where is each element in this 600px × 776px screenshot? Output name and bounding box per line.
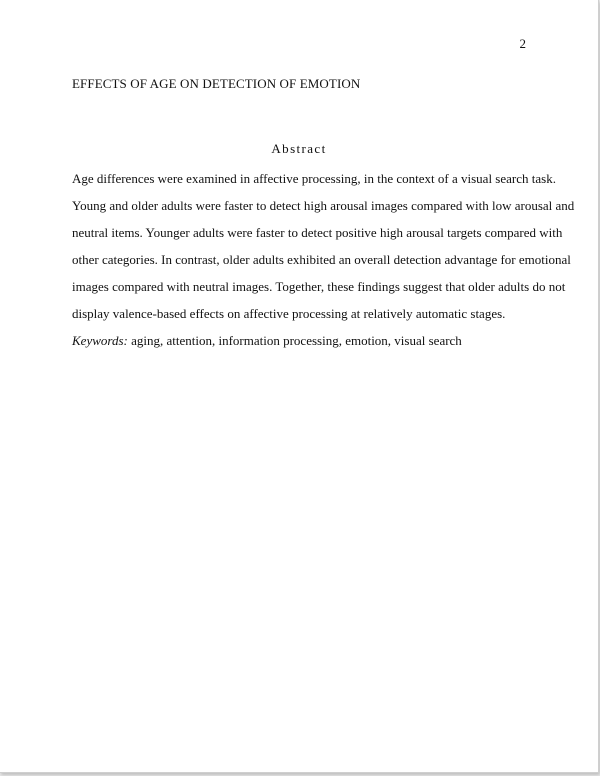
abstract-line: display valence-based effects on affective processing at relatively automatic stages. bbox=[72, 306, 506, 321]
abstract-body bbox=[72, 165, 575, 354]
keywords-label: Keywords: bbox=[72, 333, 128, 348]
running-head: EFFECTS OF AGE ON DETECTION OF EMOTION bbox=[72, 76, 361, 91]
abstract-line: neutral items. Younger adults were faster to detect positive high arousal targets compared with bbox=[72, 225, 563, 240]
abstract-line: Young and older adults were faster to detect high arousal images compared with low arousal and bbox=[72, 198, 575, 213]
abstract-heading: Abstract bbox=[271, 141, 327, 156]
keywords-line bbox=[72, 327, 532, 354]
page-number: 2 bbox=[519, 36, 526, 51]
abstract-line: other categories. In contrast, older adults exhibited an overall detection advantage for emotional bbox=[72, 252, 571, 267]
abstract-line: images compared with neutral images. Together, these findings suggest that older adults do not bbox=[72, 279, 566, 294]
abstract-line: Age differences were examined in affective processing, in the context of a visual search task. bbox=[72, 171, 556, 186]
keywords-text: aging, attention, information processing, emotion, visual search bbox=[127, 333, 462, 348]
